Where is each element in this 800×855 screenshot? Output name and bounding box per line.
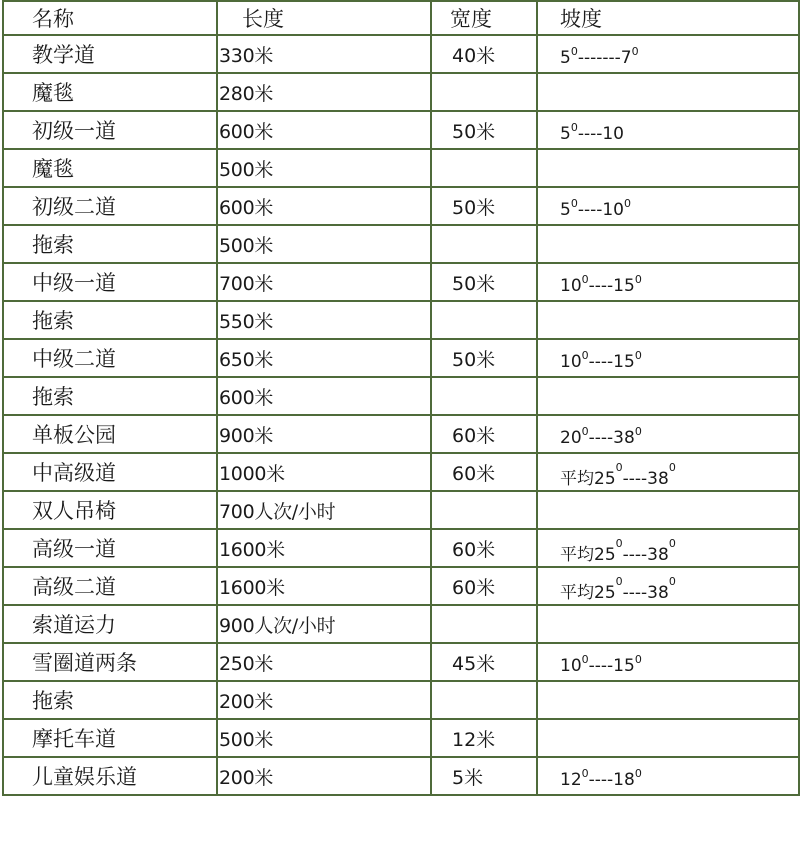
table-row <box>3 187 799 225</box>
cell-name: 初级一道 <box>3 111 217 149</box>
degree-mark: 0 <box>615 460 623 474</box>
slope-value <box>560 574 676 603</box>
cell-width: 60米 <box>431 567 537 605</box>
table-row <box>3 111 799 149</box>
degree-mark: 0 <box>570 121 578 134</box>
table-row <box>3 415 799 453</box>
cell-length: 600米 <box>217 377 431 415</box>
cell-width <box>431 491 537 529</box>
slope-text: ----38 <box>622 582 669 603</box>
cell-length: 550米 <box>217 301 431 339</box>
cell-width <box>431 225 537 263</box>
cell-length: 650米 <box>217 339 431 377</box>
degree-mark: 0 <box>581 349 589 362</box>
cell-length: 1600米 <box>217 529 431 567</box>
degree-mark: 0 <box>615 536 623 550</box>
cell-width: 60米 <box>431 453 537 491</box>
cell-slope <box>537 301 799 339</box>
ski-trail-table <box>2 0 800 796</box>
cell-width <box>431 301 537 339</box>
table-row <box>3 719 799 757</box>
slope-text: 5 <box>560 48 571 68</box>
cell-width <box>431 605 537 643</box>
cell-slope <box>537 377 799 415</box>
cell-width: 40米 <box>431 35 537 73</box>
cell-length: 700人次/小时 <box>217 491 431 529</box>
cell-slope <box>537 567 799 605</box>
cell-slope <box>537 681 799 719</box>
degree-mark: 0 <box>581 273 589 286</box>
cell-name: 儿童娱乐道 <box>3 757 217 795</box>
table-row <box>3 529 799 567</box>
cell-name: 中级二道 <box>3 339 217 377</box>
cell-name: 摩托车道 <box>3 719 217 757</box>
cell-name: 中级一道 <box>3 263 217 301</box>
slope-value <box>560 45 639 68</box>
cell-name: 双人吊椅 <box>3 491 217 529</box>
slope-text: 10 <box>560 352 582 372</box>
cell-slope <box>537 225 799 263</box>
cell-width: 45米 <box>431 643 537 681</box>
cell-slope <box>537 35 799 73</box>
slope-value <box>560 349 642 372</box>
slope-text: ----38 <box>622 544 669 565</box>
cell-slope <box>537 263 799 301</box>
slope-value <box>560 460 676 489</box>
cell-width: 50米 <box>431 263 537 301</box>
slope-text: ----10 <box>577 124 624 144</box>
degree-mark: 0 <box>634 425 642 438</box>
cell-length: 700米 <box>217 263 431 301</box>
cell-slope <box>537 491 799 529</box>
cell-slope <box>537 529 799 567</box>
slope-text: 20 <box>560 428 582 448</box>
cell-length: 500米 <box>217 719 431 757</box>
cell-length: 250米 <box>217 643 431 681</box>
degree-mark: 0 <box>668 460 676 474</box>
slope-text: ----10 <box>577 200 624 220</box>
slope-text: ----38 <box>622 468 669 489</box>
cell-width <box>431 681 537 719</box>
slope-text: 平均25 <box>560 468 616 489</box>
degree-mark: 0 <box>581 767 589 780</box>
table-row <box>3 681 799 719</box>
table-row <box>3 605 799 643</box>
cell-name: 教学道 <box>3 35 217 73</box>
degree-mark: 0 <box>615 574 623 588</box>
header-length: 长度 <box>217 1 431 35</box>
cell-width: 5米 <box>431 757 537 795</box>
cell-name: 高级一道 <box>3 529 217 567</box>
cell-slope <box>537 605 799 643</box>
slope-text: ----15 <box>588 656 635 676</box>
slope-value <box>560 536 676 565</box>
table-header-row <box>3 1 799 35</box>
cell-width: 60米 <box>431 415 537 453</box>
degree-mark: 0 <box>581 653 589 666</box>
cell-name: 中高级道 <box>3 453 217 491</box>
header-name: 名称 <box>3 1 217 35</box>
cell-length: 500米 <box>217 225 431 263</box>
degree-mark: 0 <box>624 197 631 210</box>
table-row <box>3 453 799 491</box>
cell-length: 200米 <box>217 757 431 795</box>
slope-value <box>560 273 642 296</box>
table-body <box>3 35 799 795</box>
header-width: 宽度 <box>431 1 537 35</box>
degree-mark: 0 <box>634 273 642 286</box>
degree-mark: 0 <box>668 536 676 550</box>
cell-slope <box>537 453 799 491</box>
cell-name: 拖索 <box>3 301 217 339</box>
table-row <box>3 149 799 187</box>
slope-value <box>560 653 642 676</box>
slope-text: 平均25 <box>560 544 616 565</box>
slope-text: ----38 <box>588 428 635 448</box>
slope-value <box>560 767 642 790</box>
cell-length: 200米 <box>217 681 431 719</box>
cell-name: 拖索 <box>3 377 217 415</box>
slope-value <box>560 197 631 220</box>
cell-length: 1600米 <box>217 567 431 605</box>
table-row <box>3 35 799 73</box>
cell-slope <box>537 643 799 681</box>
cell-length: 280米 <box>217 73 431 111</box>
cell-name: 单板公园 <box>3 415 217 453</box>
slope-value <box>560 425 642 448</box>
cell-length: 500米 <box>217 149 431 187</box>
table-row <box>3 377 799 415</box>
header-slope: 坡度 <box>537 1 799 35</box>
cell-width: 60米 <box>431 529 537 567</box>
table-row <box>3 339 799 377</box>
table-row <box>3 73 799 111</box>
cell-width <box>431 149 537 187</box>
cell-width <box>431 73 537 111</box>
cell-slope <box>537 415 799 453</box>
degree-mark: 0 <box>634 653 642 666</box>
degree-mark: 0 <box>634 349 642 362</box>
degree-mark: 0 <box>570 197 578 210</box>
cell-name: 魔毯 <box>3 73 217 111</box>
cell-slope <box>537 719 799 757</box>
cell-slope <box>537 187 799 225</box>
cell-length: 900人次/小时 <box>217 605 431 643</box>
slope-value <box>560 121 624 144</box>
degree-mark: 0 <box>634 767 642 780</box>
slope-text: 10 <box>560 656 582 676</box>
slope-text: 5 <box>560 124 571 144</box>
cell-name: 高级二道 <box>3 567 217 605</box>
table-row <box>3 643 799 681</box>
slope-text: 5 <box>560 200 571 220</box>
cell-name: 初级二道 <box>3 187 217 225</box>
cell-name: 魔毯 <box>3 149 217 187</box>
cell-width: 50米 <box>431 339 537 377</box>
cell-length: 330米 <box>217 35 431 73</box>
cell-width: 50米 <box>431 187 537 225</box>
slope-text: 平均25 <box>560 582 616 603</box>
degree-mark: 0 <box>581 425 589 438</box>
slope-text: ----18 <box>588 770 635 790</box>
table-row <box>3 225 799 263</box>
table-row <box>3 757 799 795</box>
slope-text: 12 <box>560 770 582 790</box>
degree-mark: 0 <box>668 574 676 588</box>
cell-slope <box>537 149 799 187</box>
cell-width: 12米 <box>431 719 537 757</box>
cell-slope <box>537 111 799 149</box>
cell-name: 雪圈道两条 <box>3 643 217 681</box>
cell-length: 1000米 <box>217 453 431 491</box>
cell-length: 600米 <box>217 111 431 149</box>
degree-mark: 0 <box>570 45 578 58</box>
table-row <box>3 263 799 301</box>
slope-text: -------7 <box>577 48 632 68</box>
cell-name: 拖索 <box>3 681 217 719</box>
cell-width: 50米 <box>431 111 537 149</box>
cell-slope <box>537 73 799 111</box>
cell-length: 600米 <box>217 187 431 225</box>
table-row <box>3 301 799 339</box>
degree-mark: 0 <box>631 45 639 58</box>
slope-text: ----15 <box>588 276 635 296</box>
cell-name: 索道运力 <box>3 605 217 643</box>
slope-text: ----15 <box>588 352 635 372</box>
cell-name: 拖索 <box>3 225 217 263</box>
cell-slope <box>537 757 799 795</box>
cell-width <box>431 377 537 415</box>
cell-slope <box>537 339 799 377</box>
table-row <box>3 491 799 529</box>
cell-length: 900米 <box>217 415 431 453</box>
slope-text: 10 <box>560 276 582 296</box>
table-row <box>3 567 799 605</box>
